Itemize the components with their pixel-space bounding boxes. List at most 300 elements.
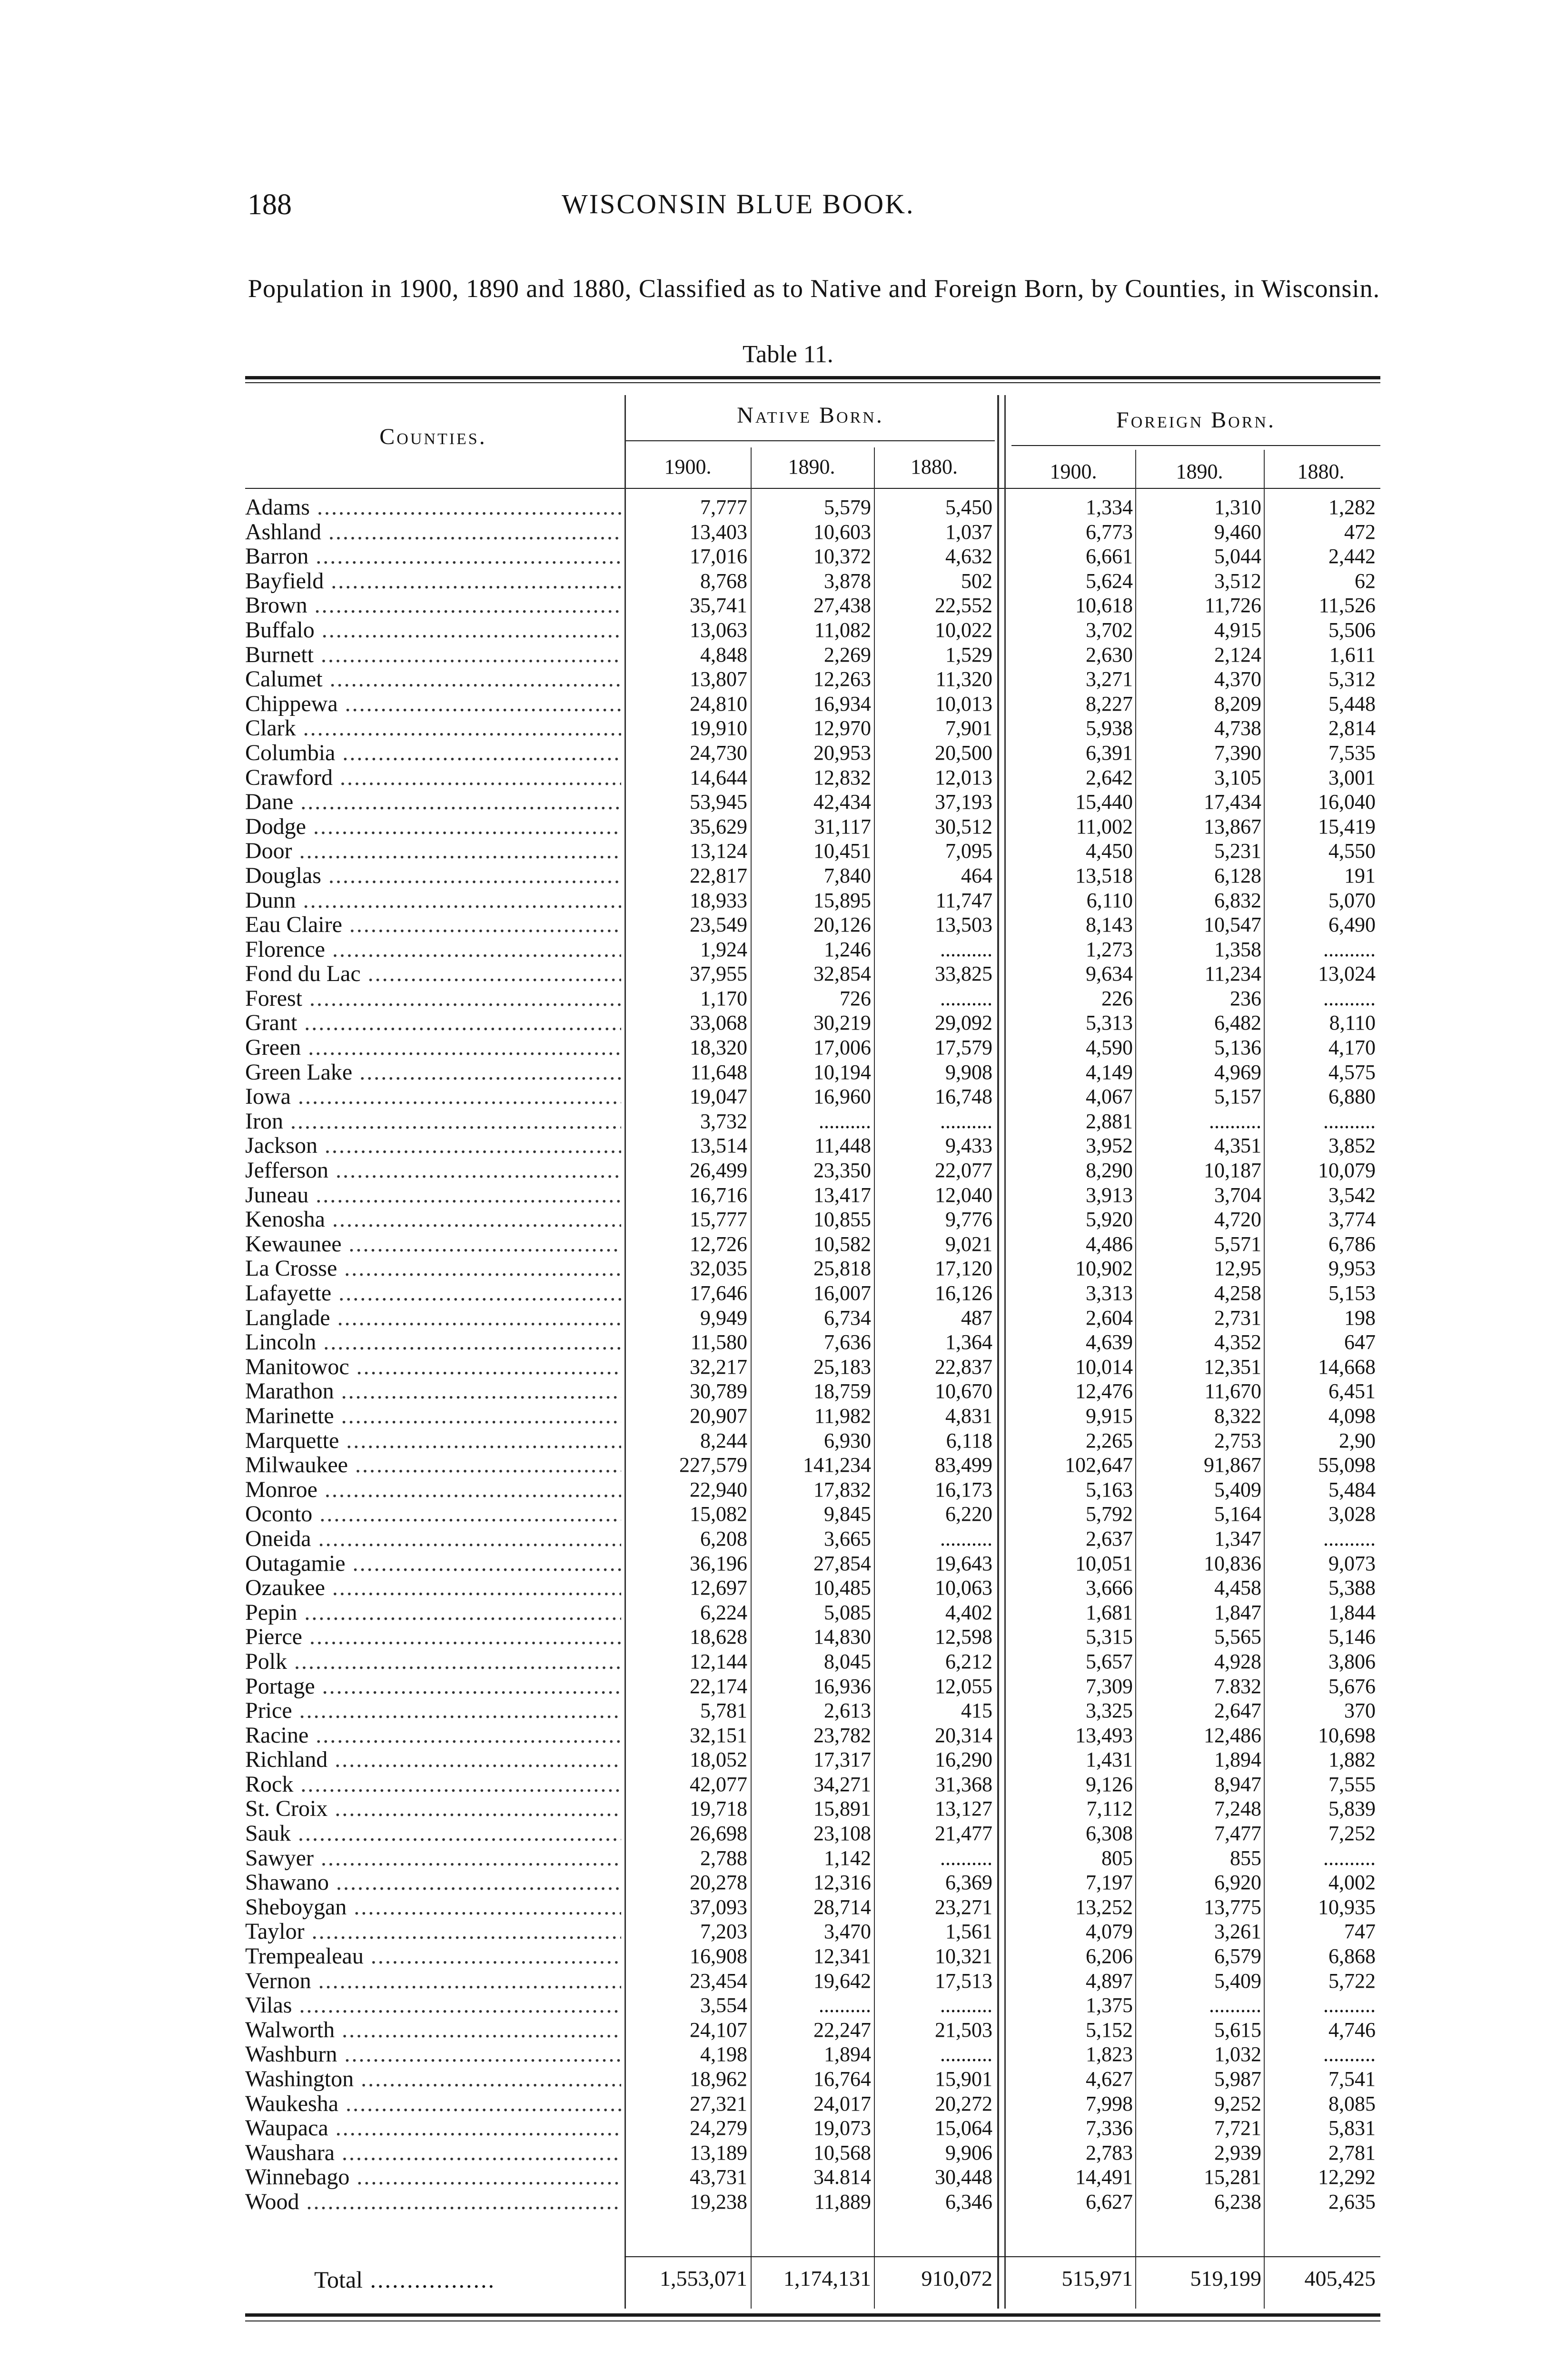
- cell-native-1880: 10,022: [935, 618, 992, 642]
- cell-native-1880: 30,448: [935, 2165, 992, 2189]
- year-header-foreign-1900: 1900.: [1050, 460, 1097, 483]
- cell-native-1890: 16,934: [813, 692, 871, 715]
- cell-foreign-1880: 647: [1344, 1330, 1376, 1354]
- cell-native-1890: 31,117: [814, 814, 871, 838]
- county-name: Outagamie .....: [245, 1551, 621, 1576]
- page-number: 188: [248, 188, 292, 221]
- cell-foreign-1900: 6,391: [1086, 741, 1133, 764]
- table-row: [0, 1478, 1546, 1502]
- county-name: Jefferson .....: [245, 1158, 621, 1183]
- cell-foreign-1900: 13,493: [1075, 1723, 1133, 1747]
- cell-foreign-1880: 7,555: [1328, 1772, 1376, 1796]
- table-row: [0, 520, 1546, 545]
- cell-native-1880: 21,477: [935, 1822, 992, 1845]
- county-name: Wood .....: [245, 2190, 621, 2214]
- cell-foreign-1900: 4,590: [1086, 1036, 1133, 1060]
- cell-native-1880: 7,095: [945, 839, 992, 863]
- county-name: Oconto .....: [245, 1502, 621, 1527]
- cell-foreign-1890: 5,044: [1214, 545, 1261, 568]
- cell-foreign-1880: 198: [1344, 1306, 1376, 1329]
- bottom-rule-thick: [245, 2313, 1380, 2317]
- cell-foreign-1890: 4,258: [1214, 1281, 1261, 1305]
- cell-native-1900: 18,628: [690, 1625, 747, 1649]
- table-row: [0, 1993, 1546, 2018]
- cell-foreign-1900: 6,627: [1086, 2190, 1133, 2213]
- cell-foreign-1880: 5,146: [1328, 1625, 1376, 1649]
- cell-foreign-1890: 5,164: [1214, 1502, 1261, 1526]
- cell-foreign-1880: 15,419: [1318, 814, 1376, 838]
- county-name: Trempealeau .....: [245, 1944, 621, 1969]
- cell-native-1890: 1,142: [824, 1846, 871, 1870]
- county-name: Waupaca .....: [245, 2116, 621, 2141]
- cell-native-1900: 4,848: [700, 643, 747, 666]
- cell-foreign-1880: 5,312: [1328, 667, 1376, 691]
- table-row: [0, 937, 1546, 962]
- county-name: Vernon .....: [245, 1969, 621, 1993]
- cell-foreign-1880: 3,542: [1328, 1183, 1376, 1207]
- cell-foreign-1890: 12,95: [1214, 1257, 1261, 1280]
- cell-native-1890: 15,891: [813, 1797, 871, 1821]
- county-name: Eau Claire .....: [245, 912, 621, 937]
- table-row: [0, 1747, 1546, 1772]
- cell-native-1880: 22,837: [935, 1355, 992, 1378]
- counties-column-header: Counties.: [379, 424, 487, 449]
- cell-native-1880: 1,561: [945, 1920, 992, 1944]
- cell-foreign-1880: 191: [1344, 863, 1376, 887]
- cell-native-1880: 17,579: [935, 1036, 992, 1060]
- table-row: [0, 1625, 1546, 1649]
- cell-foreign-1900: 1,431: [1086, 1748, 1133, 1772]
- cell-foreign-1900: 13,252: [1075, 1895, 1133, 1919]
- cell-foreign-1880: ..........: [1323, 1527, 1376, 1550]
- county-name: Columbia .....: [245, 741, 621, 765]
- table-row: [0, 1723, 1546, 1748]
- table-row: [0, 692, 1546, 716]
- cell-native-1880: 20,500: [935, 741, 992, 764]
- cell-foreign-1900: 102,647: [1065, 1453, 1133, 1477]
- cell-foreign-1890: 5,157: [1214, 1085, 1261, 1109]
- cell-foreign-1890: 4,969: [1214, 1060, 1261, 1084]
- cell-foreign-1900: 2,642: [1086, 765, 1133, 789]
- table-row: [0, 1772, 1546, 1797]
- cell-native-1900: 13,514: [690, 1134, 747, 1158]
- cell-native-1890: 11,982: [814, 1404, 871, 1428]
- county-name: Manitowoc .....: [245, 1355, 621, 1379]
- county-name: Pepin .....: [245, 1600, 621, 1625]
- cell-native-1880: 16,290: [935, 1748, 992, 1772]
- cell-native-1880: 4,632: [945, 545, 992, 568]
- cell-native-1890: 25,818: [813, 1257, 871, 1280]
- cell-foreign-1900: 8,290: [1086, 1159, 1133, 1182]
- cell-foreign-1880: 370: [1344, 1699, 1376, 1723]
- cell-native-1890: 5,085: [824, 1600, 871, 1624]
- county-name: Green .....: [245, 1035, 621, 1060]
- cell-native-1890: 10,451: [813, 839, 871, 863]
- cell-native-1880: 31,368: [935, 1772, 992, 1796]
- cell-foreign-1880: 55,098: [1318, 1453, 1376, 1477]
- table-row: [0, 1109, 1546, 1134]
- cell-foreign-1880: 10,698: [1318, 1723, 1376, 1747]
- cell-foreign-1890: 2,647: [1214, 1699, 1261, 1723]
- cell-foreign-1890: 4,915: [1214, 618, 1261, 642]
- table-row: [0, 544, 1546, 569]
- cell-native-1890: 2,613: [824, 1699, 871, 1723]
- cell-native-1900: 19,910: [690, 716, 747, 740]
- bottom-rule-thin: [245, 2320, 1380, 2321]
- page-title: WISCONSIN BLUE BOOK.: [562, 188, 915, 219]
- county-name: Oneida .....: [245, 1527, 621, 1551]
- cell-native-1890: 3,665: [824, 1527, 871, 1550]
- county-name: Marquette .....: [245, 1428, 621, 1453]
- cell-native-1890: 17,006: [813, 1036, 871, 1060]
- native-born-underline: [626, 440, 995, 441]
- cell-foreign-1890: 2,731: [1214, 1306, 1261, 1329]
- cell-foreign-1890: 5,409: [1214, 1969, 1261, 1993]
- cell-foreign-1900: 3,913: [1086, 1183, 1133, 1207]
- cell-native-1890: 13,417: [813, 1183, 871, 1207]
- table-row: [0, 839, 1546, 863]
- county-name: Polk .....: [245, 1649, 621, 1674]
- cell-native-1890: 27,438: [813, 594, 871, 617]
- table-row: [0, 569, 1546, 594]
- cell-foreign-1880: ..........: [1323, 937, 1376, 961]
- county-name: Calumet .....: [245, 667, 621, 692]
- table-row: [0, 1895, 1546, 1920]
- cell-foreign-1890: 7,390: [1214, 741, 1261, 764]
- cell-foreign-1880: 7,541: [1328, 2067, 1376, 2091]
- cell-native-1880: ..........: [940, 1109, 992, 1133]
- county-name: Juneau .....: [245, 1183, 621, 1208]
- cell-native-1880: 502: [961, 569, 992, 593]
- cell-foreign-1890: 6,832: [1214, 888, 1261, 912]
- cell-native-1890: 3,470: [824, 1920, 871, 1944]
- cell-foreign-1890: 12,486: [1204, 1723, 1261, 1747]
- cell-foreign-1900: 10,902: [1075, 1257, 1133, 1280]
- county-name: Door .....: [245, 839, 621, 863]
- table-row: [0, 1502, 1546, 1527]
- county-name: Pierce .....: [245, 1625, 621, 1649]
- cell-native-1890: 24,017: [813, 2092, 871, 2115]
- cell-foreign-1900: 13,518: [1075, 863, 1133, 887]
- cell-foreign-1880: 747: [1344, 1920, 1376, 1944]
- cell-foreign-1890: 2,124: [1214, 643, 1261, 666]
- table-row: [0, 765, 1546, 790]
- cell-foreign-1880: 4,575: [1328, 1060, 1376, 1084]
- table-row: [0, 1256, 1546, 1281]
- cell-foreign-1900: 2,783: [1086, 2141, 1133, 2164]
- cell-foreign-1880: 7,535: [1328, 741, 1376, 764]
- cell-native-1900: 43,731: [690, 2165, 747, 2189]
- cell-foreign-1880: 4,746: [1328, 2018, 1376, 2042]
- county-name: Crawford .....: [245, 765, 621, 790]
- total-native-1890: 1,174,131: [783, 2266, 871, 2291]
- cell-native-1900: 22,940: [690, 1478, 747, 1501]
- cell-foreign-1900: 2,630: [1086, 643, 1133, 666]
- cell-native-1900: 36,196: [690, 1551, 747, 1575]
- cell-native-1880: 83,499: [935, 1453, 992, 1477]
- cell-native-1880: 487: [961, 1306, 992, 1329]
- county-name: Douglas .....: [245, 863, 621, 888]
- cell-foreign-1890: 8,947: [1214, 1772, 1261, 1796]
- cell-native-1900: 3,732: [700, 1109, 747, 1133]
- cell-native-1890: 22,247: [813, 2018, 871, 2042]
- year-header-native-1900: 1900.: [664, 455, 712, 478]
- cell-native-1880: 6,346: [945, 2190, 992, 2213]
- cell-foreign-1890: 1,032: [1214, 2043, 1261, 2066]
- cell-native-1900: 24,810: [690, 692, 747, 715]
- county-name: Kewaunee .....: [245, 1232, 621, 1257]
- cell-foreign-1900: 1,375: [1086, 1993, 1133, 2017]
- county-name: Richland .....: [245, 1747, 621, 1772]
- cell-foreign-1880: 1,882: [1328, 1748, 1376, 1772]
- cell-native-1890: 34,271: [813, 1772, 871, 1796]
- cell-foreign-1890: 9,460: [1214, 520, 1261, 544]
- cell-native-1900: 20,907: [690, 1404, 747, 1428]
- county-name: Burnett .....: [245, 643, 621, 667]
- cell-foreign-1900: 3,702: [1086, 618, 1133, 642]
- county-name: Marathon .....: [245, 1379, 621, 1404]
- cell-foreign-1880: 4,170: [1328, 1036, 1376, 1060]
- cell-native-1890: 6,734: [824, 1306, 871, 1329]
- cell-native-1890: 12,832: [813, 765, 871, 789]
- cell-native-1890: 10,485: [813, 1576, 871, 1600]
- cell-foreign-1890: 4,370: [1214, 667, 1261, 691]
- cell-foreign-1890: 1,358: [1214, 937, 1261, 961]
- county-name: Lafayette .....: [245, 1281, 621, 1306]
- table-body: [0, 495, 1546, 2214]
- table-row: [0, 1035, 1546, 1060]
- cell-native-1890: 42,434: [813, 790, 871, 814]
- cell-native-1900: 24,279: [690, 2116, 747, 2140]
- cell-native-1900: 20,278: [690, 1871, 747, 1894]
- county-name: Grant .....: [245, 1011, 621, 1035]
- cell-foreign-1880: 4,098: [1328, 1404, 1376, 1428]
- cell-native-1890: 12,316: [813, 1871, 871, 1894]
- cell-native-1900: 12,726: [690, 1232, 747, 1256]
- cell-foreign-1890: 236: [1230, 986, 1261, 1010]
- cell-foreign-1880: 1,611: [1329, 643, 1376, 666]
- foreign-born-underline: [1011, 445, 1380, 446]
- cell-foreign-1890: 4,928: [1214, 1649, 1261, 1673]
- cell-native-1900: 18,052: [690, 1748, 747, 1772]
- cell-foreign-1880: 6,786: [1328, 1232, 1376, 1256]
- table-row: [0, 618, 1546, 643]
- cell-native-1890: 12,970: [813, 716, 871, 740]
- cell-foreign-1890: 11,670: [1204, 1379, 1261, 1403]
- cell-native-1890: 5,579: [824, 496, 871, 519]
- table-row: [0, 2190, 1546, 2214]
- cell-native-1890: 726: [840, 986, 871, 1010]
- table-row: [0, 495, 1546, 520]
- cell-foreign-1900: 4,627: [1086, 2067, 1133, 2091]
- cell-foreign-1900: 5,313: [1086, 1011, 1133, 1035]
- table-row: [0, 888, 1546, 913]
- cell-foreign-1900: 2,265: [1086, 1428, 1133, 1452]
- cell-native-1880: ..........: [940, 1527, 992, 1550]
- cell-foreign-1880: 2,814: [1328, 716, 1376, 740]
- cell-native-1900: 37,093: [690, 1895, 747, 1919]
- cell-native-1900: 15,082: [690, 1502, 747, 1526]
- cell-native-1880: ..........: [940, 2043, 992, 2066]
- cell-native-1890: 23,108: [813, 1822, 871, 1845]
- table-row: [0, 1084, 1546, 1109]
- cell-native-1890: 20,126: [813, 913, 871, 937]
- cell-foreign-1880: 10,079: [1318, 1159, 1376, 1182]
- county-name: Winnebago .....: [245, 2165, 621, 2190]
- cell-native-1900: 5,781: [700, 1699, 747, 1723]
- cell-foreign-1890: 4,458: [1214, 1576, 1261, 1600]
- cell-native-1890: 11,448: [814, 1134, 871, 1158]
- cell-native-1880: 16,748: [935, 1085, 992, 1109]
- cell-foreign-1900: 1,334: [1086, 496, 1133, 519]
- cell-foreign-1890: 3,704: [1214, 1183, 1261, 1207]
- cell-native-1890: 32,854: [813, 962, 871, 986]
- county-name: Walworth .....: [245, 2018, 621, 2043]
- cell-native-1880: 33,825: [935, 962, 992, 986]
- cell-native-1900: 227,579: [679, 1453, 747, 1477]
- cell-foreign-1900: 7,998: [1086, 2092, 1133, 2115]
- cell-native-1880: 13,503: [935, 913, 992, 937]
- cell-foreign-1880: 5,153: [1328, 1281, 1376, 1305]
- cell-native-1880: 6,369: [945, 1871, 992, 1894]
- cell-native-1890: 9,845: [824, 1502, 871, 1526]
- county-name: Forest .....: [245, 986, 621, 1011]
- cell-native-1880: 6,220: [945, 1502, 992, 1526]
- county-name: Vilas .....: [245, 1993, 621, 2018]
- cell-foreign-1900: 12,476: [1075, 1379, 1133, 1403]
- table-row: [0, 1576, 1546, 1600]
- cell-native-1900: 24,107: [690, 2018, 747, 2042]
- cell-native-1880: ..........: [940, 937, 992, 961]
- table-row: [0, 1698, 1546, 1723]
- table-row: [0, 986, 1546, 1011]
- table-row: [0, 2141, 1546, 2165]
- table-row: [0, 643, 1546, 667]
- cell-foreign-1880: 2,442: [1328, 545, 1376, 568]
- cell-native-1880: 22,552: [935, 594, 992, 617]
- cell-native-1890: 34.814: [813, 2165, 871, 2189]
- cell-native-1890: 27,854: [813, 1551, 871, 1575]
- table-row: [0, 863, 1546, 888]
- cell-native-1880: 12,013: [935, 765, 992, 789]
- cell-foreign-1890: 1,894: [1214, 1748, 1261, 1772]
- cell-native-1880: 20,272: [935, 2092, 992, 2115]
- table-label: Table 11.: [743, 341, 833, 368]
- cell-native-1890: 11,082: [814, 618, 871, 642]
- cell-native-1880: 11,747: [935, 888, 992, 912]
- cell-foreign-1900: 2,604: [1086, 1306, 1133, 1329]
- cell-foreign-1900: 5,152: [1086, 2018, 1133, 2042]
- cell-foreign-1900: 3,313: [1086, 1281, 1133, 1305]
- cell-native-1880: 20,314: [935, 1723, 992, 1747]
- cell-native-1890: 7,636: [824, 1330, 871, 1354]
- cell-foreign-1890: 10,836: [1204, 1551, 1261, 1575]
- table-row: [0, 1821, 1546, 1846]
- cell-native-1900: 17,016: [690, 545, 747, 568]
- cell-foreign-1900: 7,197: [1086, 1871, 1133, 1894]
- cell-native-1890: 23,350: [813, 1159, 871, 1182]
- cell-foreign-1890: 5,231: [1214, 839, 1261, 863]
- cell-native-1900: 53,945: [690, 790, 747, 814]
- cell-foreign-1880: 62: [1355, 569, 1376, 593]
- cell-foreign-1880: 16,040: [1318, 790, 1376, 814]
- cell-foreign-1880: 9,073: [1328, 1551, 1376, 1575]
- cell-native-1880: 7,901: [945, 716, 992, 740]
- cell-native-1890: 2,269: [824, 643, 871, 666]
- county-name: Racine .....: [245, 1723, 621, 1748]
- cell-native-1890: 25,183: [813, 1355, 871, 1378]
- cell-native-1890: 14,830: [813, 1625, 871, 1649]
- county-name: Langlade .....: [245, 1306, 621, 1330]
- cell-foreign-1890: 8,322: [1214, 1404, 1261, 1428]
- table-row: [0, 2042, 1546, 2067]
- county-name: Rock .....: [245, 1772, 621, 1797]
- cell-native-1890: 12,341: [813, 1944, 871, 1968]
- cell-native-1880: 10,063: [935, 1576, 992, 1600]
- county-name: Taylor .....: [245, 1919, 621, 1944]
- county-name: Adams .....: [245, 495, 621, 520]
- cell-foreign-1880: 5,839: [1328, 1797, 1376, 1821]
- county-name: Sawyer .....: [245, 1846, 621, 1871]
- cell-native-1890: 17,317: [813, 1748, 871, 1772]
- county-name: Dodge .....: [245, 814, 621, 839]
- cell-foreign-1880: 7,252: [1328, 1822, 1376, 1845]
- cell-native-1890: 141,234: [803, 1453, 871, 1477]
- cell-foreign-1900: 7,336: [1086, 2116, 1133, 2140]
- cell-native-1890: 16,007: [813, 1281, 871, 1305]
- county-name: La Crosse .....: [245, 1256, 621, 1281]
- cell-foreign-1880: ..........: [1323, 1109, 1376, 1133]
- cell-native-1900: 26,698: [690, 1822, 747, 1845]
- year-header-foreign-1890: 1890.: [1176, 460, 1223, 483]
- cell-native-1880: 9,433: [945, 1134, 992, 1158]
- total-native-1900: 1,553,071: [660, 2266, 747, 2291]
- cell-foreign-1890: 1,847: [1214, 1600, 1261, 1624]
- county-name: Clark .....: [245, 716, 621, 741]
- cell-native-1900: 22,174: [690, 1674, 747, 1698]
- cell-foreign-1890: 7,477: [1214, 1822, 1261, 1845]
- cell-native-1890: 10,568: [813, 2141, 871, 2164]
- cell-native-1890: 10,603: [813, 520, 871, 544]
- cell-foreign-1900: 9,126: [1086, 1772, 1133, 1796]
- cell-native-1880: 11,320: [935, 667, 992, 691]
- cell-native-1900: 22,817: [690, 863, 747, 887]
- table-row: [0, 1281, 1546, 1306]
- cell-foreign-1880: 2,635: [1328, 2190, 1376, 2213]
- cell-foreign-1900: 3,325: [1086, 1699, 1133, 1723]
- cell-foreign-1880: 6,868: [1328, 1944, 1376, 1968]
- cell-foreign-1900: 6,308: [1086, 1822, 1133, 1845]
- cell-foreign-1900: 8,227: [1086, 692, 1133, 715]
- cell-native-1890: 19,642: [813, 1969, 871, 1993]
- county-name: Bayfield .....: [245, 569, 621, 594]
- table-row: [0, 2116, 1546, 2141]
- table-row: [0, 1183, 1546, 1208]
- cell-native-1880: ..........: [940, 986, 992, 1010]
- cell-native-1890: 10,372: [813, 545, 871, 568]
- cell-foreign-1880: ..........: [1323, 986, 1376, 1010]
- table-row: [0, 593, 1546, 618]
- cell-foreign-1900: 11,002: [1076, 814, 1133, 838]
- cell-native-1890: 19,073: [813, 2116, 871, 2140]
- cell-foreign-1900: 5,624: [1086, 569, 1133, 593]
- cell-native-1900: 33,068: [690, 1011, 747, 1035]
- cell-native-1890: 20,953: [813, 741, 871, 764]
- cell-native-1900: 12,144: [690, 1649, 747, 1673]
- cell-foreign-1900: 6,661: [1086, 545, 1133, 568]
- native-born-header: Native Born.: [737, 403, 884, 428]
- cell-foreign-1890: 5,565: [1214, 1625, 1261, 1649]
